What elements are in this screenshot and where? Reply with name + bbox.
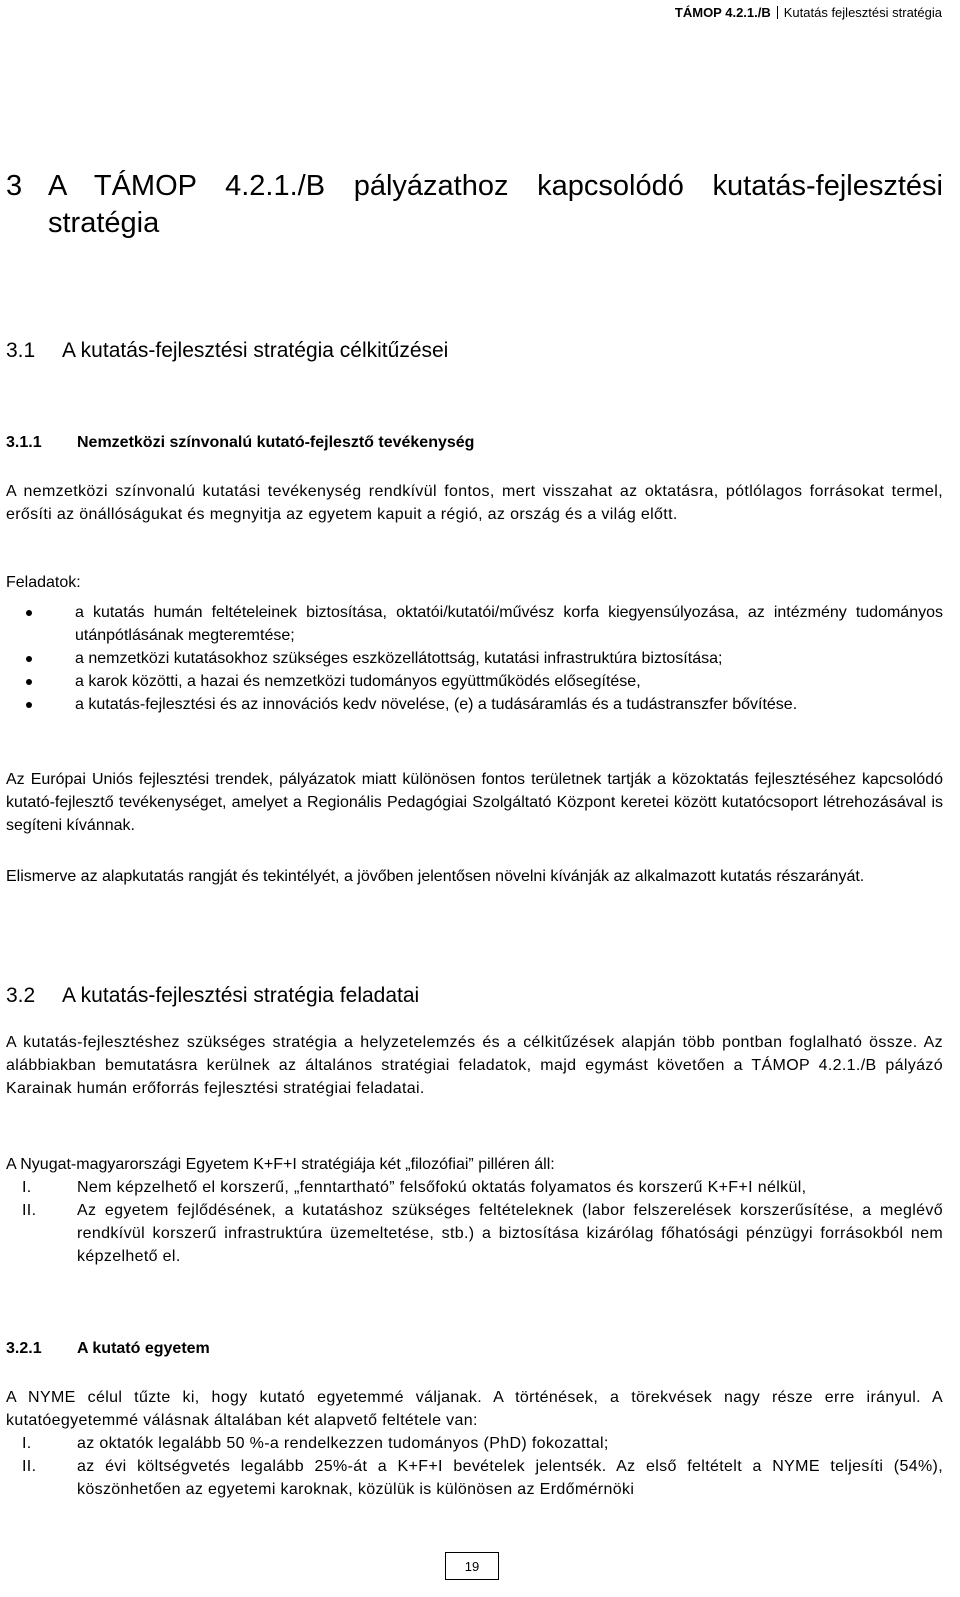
page-header <box>675 5 942 20</box>
section-321-number: 3.2.1 <box>6 1340 42 1357</box>
list-item: a karok közötti, a hazai és nemzetközi tudományos együttműködés elősegítése, <box>6 670 943 693</box>
chapter-title: A TÁMOP 4.2.1./B pályázathoz kapcsolódó kutatás-fejlesztési stratégia <box>48 170 943 239</box>
header-code: TÁMOP 4.2.1./B <box>674 5 771 20</box>
list-item: a kutatás-fejlesztési és az innovációs kedv növelése, (e) a tudásáramlás és a tudástranszfer bővítése. <box>6 693 943 716</box>
section-311-heading <box>6 432 943 454</box>
list-item: I. Nem képzelhető el korszerű, „fenntartható” felsőfokú oktatás folyamatos és korszerű K+F+I nélkül, <box>22 1179 807 1196</box>
section-31-title: A kutatás-fejlesztési stratégia célkitűzései <box>62 339 449 362</box>
pillars-intro: A Nyugat-magyarországi Egyetem K+F+I stratégiája két „filozófiai” pilléren áll: <box>6 1156 555 1173</box>
section-321-heading <box>6 1338 943 1360</box>
section-31-number: 3.1 <box>6 339 36 362</box>
list-item: I. az oktatók legalább 50 %-a rendelkezzen tudományos (PhD) fokozattal; <box>22 1435 609 1452</box>
list-item: a kutatás humán feltételeinek biztosítása, oktatói/kutatói/művész korfa kiegyensúlyozása, az intézmény tudományos utánpótlásának megteremtése; <box>6 601 943 647</box>
header-title: Kutatás fejlesztési stratégia <box>783 5 942 20</box>
basic-research-paragraph: Elismerve az alapkutatás rangját és tekintélyét, a jövőben jelentősen növelni kívánják az alkalmazott kutatás részarányát. <box>6 868 865 885</box>
list-item: II. az évi költségvetés legalább 25%-át a K+F+I bevételek jelentsék. Az első feltételt a NYME teljesíti (54%), köszönhetően az egyetemi karoknak, közülük is különösen az Erdőmérnöki <box>22 1458 943 1498</box>
section-32-heading <box>6 983 943 1009</box>
section-311-intro: A nemzetközi színvonalú kutatási tevékenység rendkívül fontos, mert visszahat az oktatásra, pótlólagos forrásokat termel, erősíti az önállóságukat és megnyitja az egyetem kapuit a régió, az ország és a világ előtt. <box>6 483 943 523</box>
list-item: II. Az egyetem fejlődésének, a kutatáshoz szükséges feltételeknek (labor felszerelések korszerűsítése, a meglévő rendkívül korszerű infrastruktúra üzemeltetése, stb.) a biztosítása kizárólag főhatósági pénzügyi forrásokból nem képzelhető el. <box>22 1202 943 1265</box>
bullet-icon <box>26 656 32 662</box>
list-item: a nemzetközi kutatásokhoz szükséges eszközellátottság, kutatási infrastruktúra biztosítása; <box>6 647 943 670</box>
conditions-list <box>6 1432 943 1501</box>
page-number: 19 <box>445 1552 499 1580</box>
section-311-title: Nemzetközi színvonalú kutató-fejlesztő tevékenység <box>77 434 475 451</box>
section-31-heading <box>6 338 943 364</box>
header-separator <box>777 6 778 19</box>
eu-paragraph: Az Európai Uniós fejlesztési trendek, pályázatok miatt különösen fontos területnek tartják a közoktatás fejlesztéséhez kapcsolódó kutató-fejlesztő tevékenységet, amelyet a Regionális Pedagógiai Szolgáltató Központ keretei között kutatócsoport létrehozásával is segíteni kívánnak. <box>6 771 943 834</box>
bullet-icon <box>26 679 32 685</box>
bullet-icon <box>26 702 32 708</box>
chapter-heading <box>6 168 943 242</box>
section-32-number: 3.2 <box>6 984 36 1007</box>
section-32-title: A kutatás-fejlesztési stratégia feladatai <box>62 984 420 1007</box>
chapter-number: 3 <box>6 170 23 202</box>
section-321-title: A kutató egyetem <box>77 1340 210 1357</box>
pillars-list <box>6 1176 943 1268</box>
bullet-icon <box>26 610 32 616</box>
section-321-intro: A NYME célul tűzte ki, hogy kutató egyetemmé váljanak. A történések, a törekvések nagy része erre irányul. A kutatóegyetemmé válásnak általában két alapvető feltétele van: <box>6 1389 943 1429</box>
tasks-label: Feladatok: <box>6 574 81 591</box>
section-32-intro: A kutatás-fejlesztéshez szükséges stratégia a helyzetelemzés és a célkitűzések alapján több pontban foglalható össze. Az alábbiakban bemutatásra kerülnek az általános stratégiai feladatok, majd egymást követően a TÁMOP 4.2.1./B pályázó Karainak humán erőforrás fejlesztési stratégiai feladatai. <box>6 1034 943 1097</box>
tasks-list <box>6 601 943 716</box>
section-311-number: 3.1.1 <box>6 434 42 451</box>
